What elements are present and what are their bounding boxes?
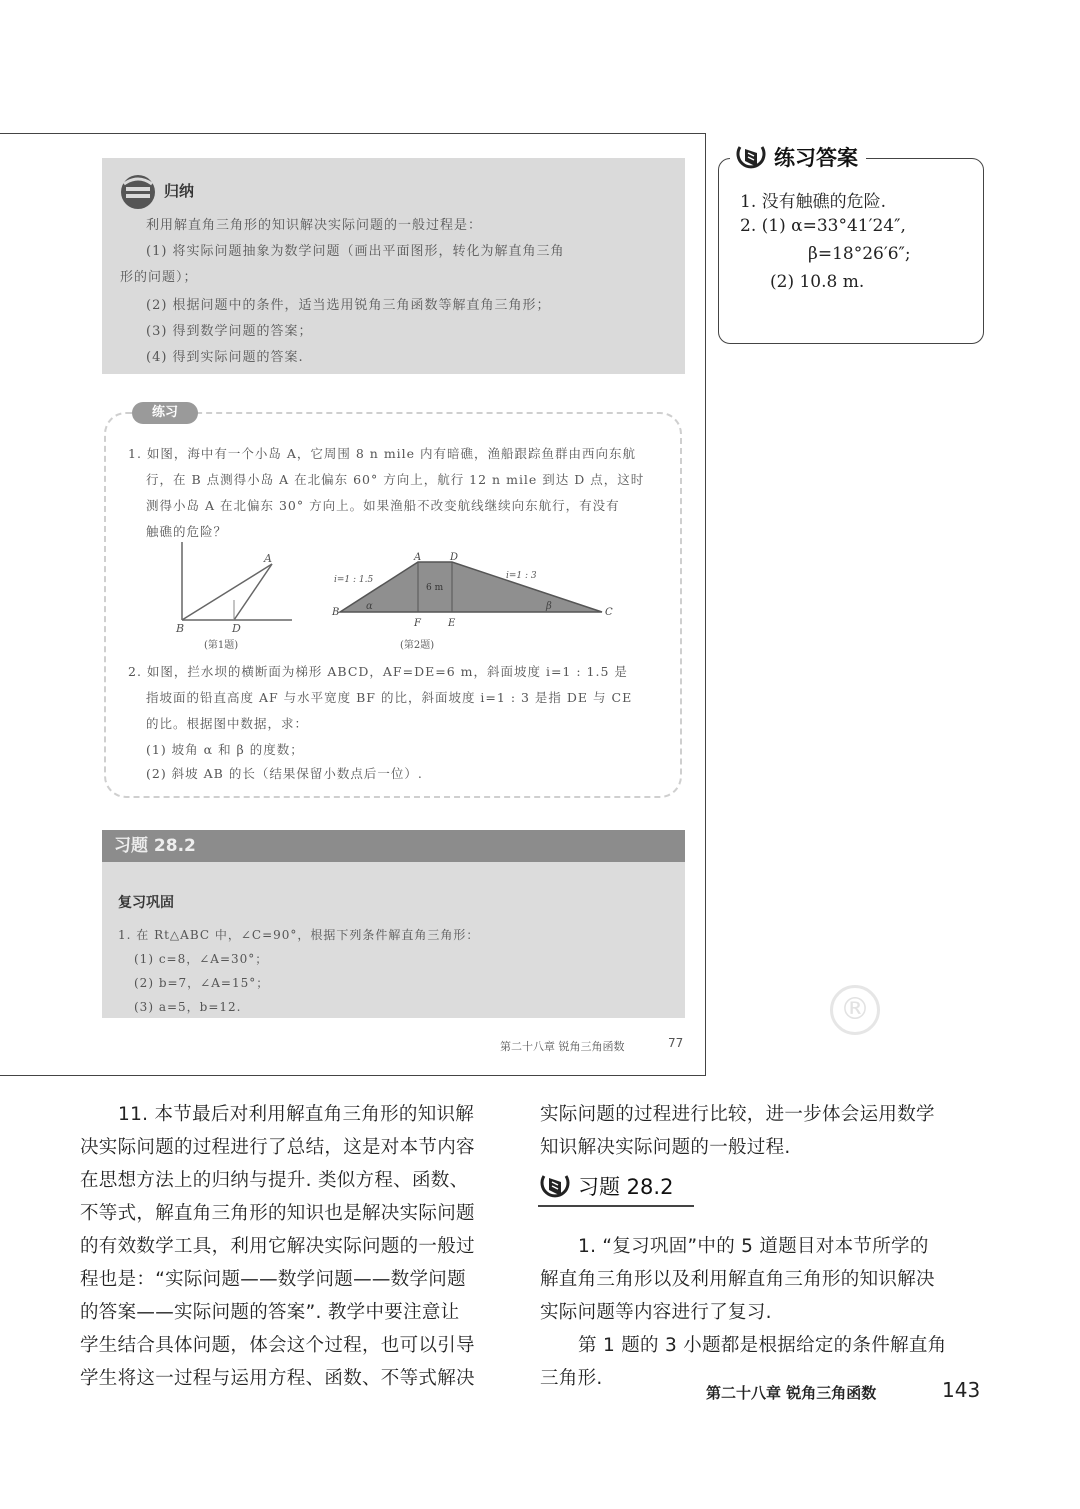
fig2-height: 6 m	[426, 583, 444, 593]
summary-line: (2) 根据问题中的条件，适当选用锐角三角函数等解直角三角形；	[146, 298, 551, 313]
answer-line: (2) 10.8 m.	[770, 272, 865, 292]
exercise-q2-line: 2. 如图，拦水坝的横断面为梯形 ABCD，AF=DE=6 m，斜面坡度 i=1 : 1.5 是	[128, 664, 628, 679]
homework-line: (3) a=5，b=12.	[134, 1000, 242, 1014]
fig2-label-d: D	[450, 552, 459, 563]
teacher-text-line: 的答案——实际问题的答案”. 教学中要注意让	[80, 1302, 460, 1323]
answers-icon	[734, 141, 768, 173]
registered-watermark: ®	[830, 985, 880, 1035]
exercise-q1-line: 触礁的危险？	[146, 524, 228, 539]
homework-icon	[538, 1170, 572, 1202]
textbook-homework-subtitle: 复习巩固	[118, 895, 174, 911]
exercise-q2-line: (2) 斜坡 AB 的长（结果保留小数点后一位）.	[146, 766, 423, 781]
summary-icon	[118, 172, 158, 212]
fig2-label-a: A	[414, 552, 422, 563]
answers-title: 练习答案	[774, 146, 858, 170]
exercise-q1-line: 1. 如图，海中有一个小岛 A，它周围 8 n mile 内有暗礁，渔船跟踪鱼群由西向东航	[128, 446, 637, 461]
chapter-footer: 第二十八章 锐角三角函数	[706, 1384, 877, 1402]
fig2-label-beta: β	[546, 601, 552, 612]
teacher-text-line: 解直角三角形以及利用解直角三角形的知识解决	[540, 1269, 935, 1290]
homework-line: 1. 在 Rt△ABC 中，∠C=90°，根据下列条件解直角三角形：	[118, 928, 480, 942]
answer-line: 1. 没有触礁的危险.	[740, 192, 887, 212]
teacher-text-line: 三角形.	[540, 1368, 603, 1389]
homework-line: (1) c=8，∠A=30°；	[134, 952, 269, 966]
teacher-text-line: 学生将这一过程与运用方程、函数、不等式解决	[80, 1368, 475, 1389]
fig1-caption: (第1题)	[204, 640, 239, 650]
homework-line: (2) b=7，∠A=15°；	[134, 976, 270, 990]
summary-title: 归纳	[164, 182, 195, 200]
fig2-label-f: F	[414, 618, 421, 629]
fig1-label-d: D	[232, 622, 241, 635]
fig2-label-b: B	[332, 607, 340, 618]
teacher-text-line: 程也是：“实际问题——数学问题——数学问题	[80, 1269, 466, 1290]
teacher-text-line: 实际问题的过程进行比较，进一步体会运用数学	[540, 1104, 935, 1125]
fig1-label-a: A	[264, 552, 272, 565]
teacher-text-line: 不等式，解直角三角形的知识也是解决实际问题	[80, 1203, 475, 1224]
summary-line: 利用解直角三角形的知识解决实际问题的一般过程是：	[146, 218, 483, 233]
figure-2	[330, 550, 620, 650]
exercise-q2-line: 指坡面的铅直高度 AF 与水平宽度 BF 的比，斜面坡度 i=1 : 3 是指 DE 与 CE	[146, 690, 633, 705]
answers-header	[730, 141, 866, 173]
textbook-footer: 第二十八章 锐角三角函数	[500, 1040, 625, 1053]
homework-title-rule	[538, 1205, 694, 1207]
exercise-q1-line: 测得小岛 A 在北偏东 30° 方向上。如果渔船不改变航线继续向东航行，有没有	[146, 498, 620, 513]
teacher-text-line: 的有效数学工具，利用它解决实际问题的一般过	[80, 1236, 475, 1257]
teacher-text-line: 在思想方法上的归纳与提升. 类似方程、函数、	[80, 1170, 469, 1191]
fig2-label-alpha: α	[366, 601, 373, 612]
teacher-text-line: 1. “复习巩固”中的 5 道题目对本节所学的	[578, 1236, 929, 1257]
exercise-q1-line: 行，在 B 点测得小岛 A 在北偏东 60° 方向上，航行 12 n mile 到达 D 点，这时	[146, 472, 645, 487]
summary-line: (1) 将实际问题抽象为数学问题（画出平面图形，转化为解直角三角	[146, 244, 565, 259]
fig2-label-c: C	[605, 607, 613, 618]
textbook-homework-title: 习题 28.2	[102, 830, 685, 862]
summary-line: (3) 得到数学问题的答案；	[146, 324, 313, 339]
fig1-label-b: B	[176, 622, 185, 635]
fig2-slope-left: i=1 : 1.5	[334, 575, 374, 585]
exercise-label: 练习	[132, 402, 198, 424]
teacher-text-line: 实际问题等内容进行了复习.	[540, 1302, 772, 1323]
figure-1	[168, 538, 298, 650]
teacher-text-line: 第 1 题的 3 小题都是根据给定的条件解直角	[578, 1335, 947, 1356]
answer-line: 2. (1) α=33°41′24″,	[740, 216, 906, 236]
fig2-label-e: E	[448, 618, 456, 629]
textbook-page-number: 77	[668, 1036, 684, 1050]
answer-line: β=18°26′6″;	[808, 244, 911, 264]
teacher-text-line: 知识解决实际问题的一般过程.	[540, 1137, 791, 1158]
homework-header	[538, 1170, 673, 1202]
teacher-text-line: 11. 本节最后对利用解直角三角形的知识解	[118, 1104, 475, 1125]
fig2-caption: (第2题)	[400, 640, 435, 650]
page-number: 143	[942, 1378, 981, 1402]
teacher-text-line: 学生结合具体问题，体会这个过程，也可以引导	[80, 1335, 475, 1356]
fig2-slope-right: i=1 : 3	[506, 571, 537, 581]
teacher-text-line: 决实际问题的过程进行了总结，这是对本节内容	[80, 1137, 475, 1158]
summary-line: (4) 得到实际问题的答案.	[146, 350, 304, 365]
exercise-q2-line: (1) 坡角 α 和 β 的度数；	[146, 742, 304, 757]
summary-line: 形的问题）；	[120, 270, 198, 285]
homework-title: 习题 28.2	[578, 1175, 674, 1199]
exercise-q2-line: 的比。根据图中数据，求：	[146, 716, 309, 731]
